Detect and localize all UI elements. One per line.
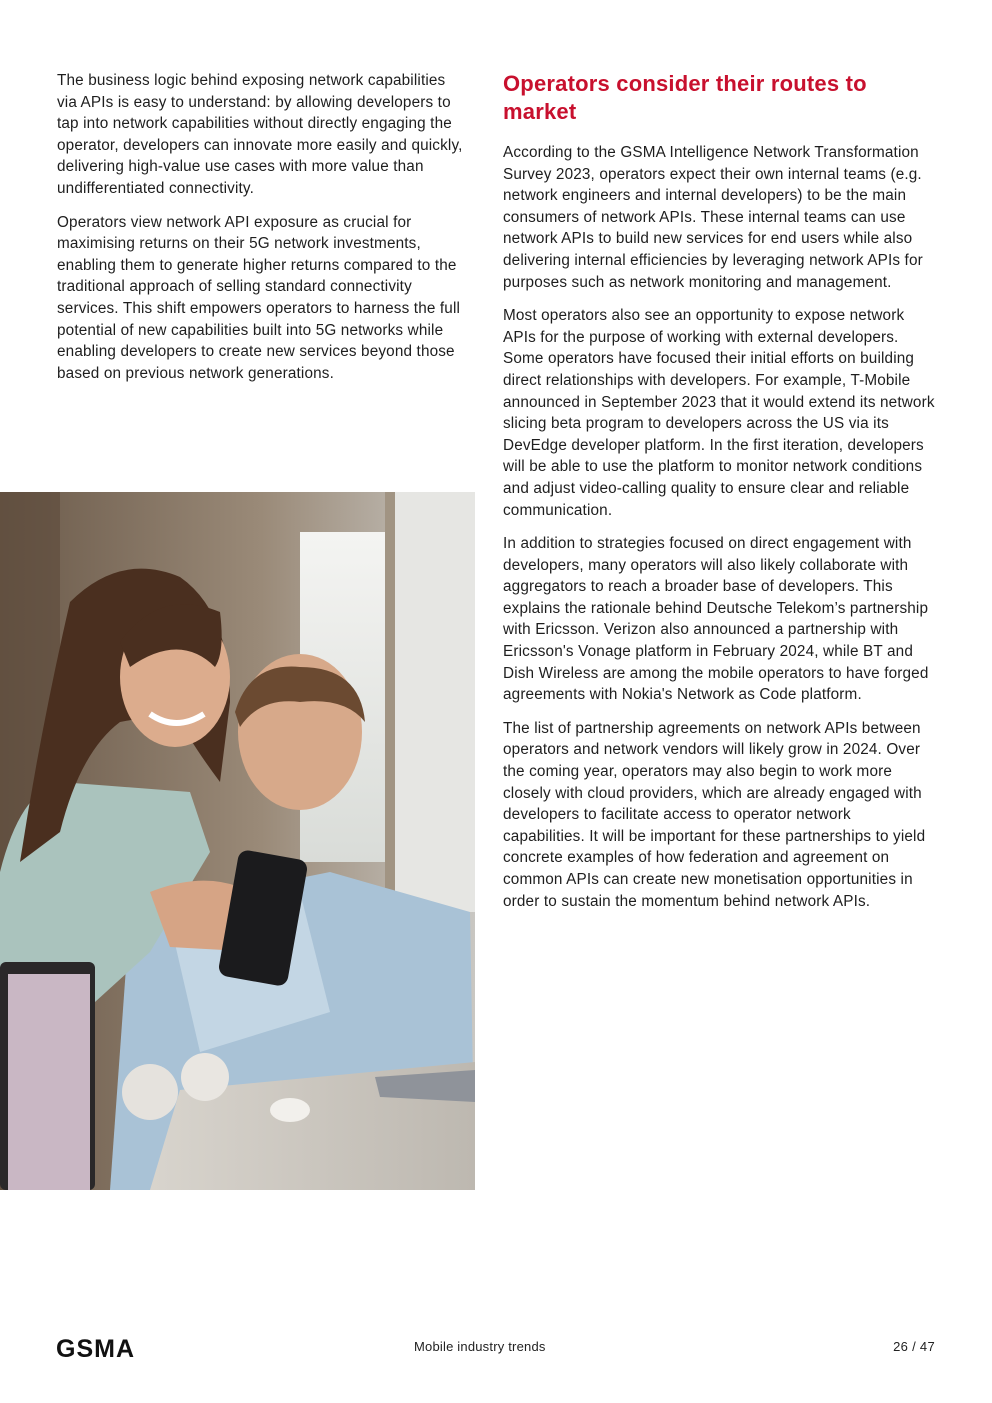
photo-woman-and-man-looking-at-phone	[0, 492, 475, 1190]
paragraph: According to the GSMA Intelligence Network Transformation Survey 2023, operators expect their own internal teams (e.g. network engineers and internal developers) to be the main consumers of network APIs. These internal teams can use network APIs to build new services for end users while also delivering internal efficiencies by leveraging network APIs for purposes such as network monitoring and management.	[503, 144, 923, 291]
document-title: Mobile industry trends	[414, 1339, 546, 1354]
left-column	[57, 70, 467, 396]
gsma-logo	[56, 1337, 180, 1364]
right-column	[503, 70, 935, 924]
section-heading: Operators consider their routes to market	[503, 71, 867, 124]
page-footer	[0, 1330, 992, 1370]
paragraph: Most operators also see an opportunity to expose network APIs for the purpose of working with external developers. Some operators have focused their initial efforts on building direct relationships with developers. For example, T-Mobile announced in September 2023 that it would extend its network slicing beta program to developers across the US via its DevEdge developer platform. In the first iteration, developers will be able to use the platform to monitor network conditions and adjust video-calling quality to ensure clear and reliable communication.	[503, 307, 935, 519]
paragraph: In addition to strategies focused on direct engagement with developers, many operators will also likely collaborate with aggregators to reach a broader base of developers. This explains the rationale behind Deutsche Telekom’s partnership with Ericsson. Verizon also announced a partnership with Ericsson's Vonage platform in February 2024, while BT and Dish Wireless are among the mobile operators to have forged agreements with Nokia's Network as Code platform.	[503, 535, 929, 704]
paragraph: Operators view network API exposure as crucial for maximising returns on their 5G network investments, enabling them to generate higher returns compared to the traditional approach of selling standard connectivity services. This shift empowers operators to harness the full potential of new capabilities built into 5G networks while enabling developers to create new services beyond those based on previous network generations.	[57, 213, 461, 382]
paragraph: The list of partnership agreements on network APIs between operators and network vendors will likely grow in 2024. Over the coming year, operators may also begin to work more closely with cloud providers, which are already engaged with developers to facilitate access to operator network capabilities. It will be important for these partnerships to yield concrete examples of how federation and agreement on common APIs can create new monetisation opportunities in order to sustain the momentum behind network APIs.	[503, 719, 926, 910]
page-number: 26 / 47	[893, 1339, 935, 1354]
paragraph: The business logic behind exposing network capabilities via APIs is easy to understand: by allowing developers to tap into network capabilities without directly engaging the operator, developers can innovate more easily and quickly, delivering high-value use cases with more value than undifferentiated connectivity.	[57, 72, 463, 197]
svg-text:GSMA: GSMA	[56, 1337, 135, 1359]
